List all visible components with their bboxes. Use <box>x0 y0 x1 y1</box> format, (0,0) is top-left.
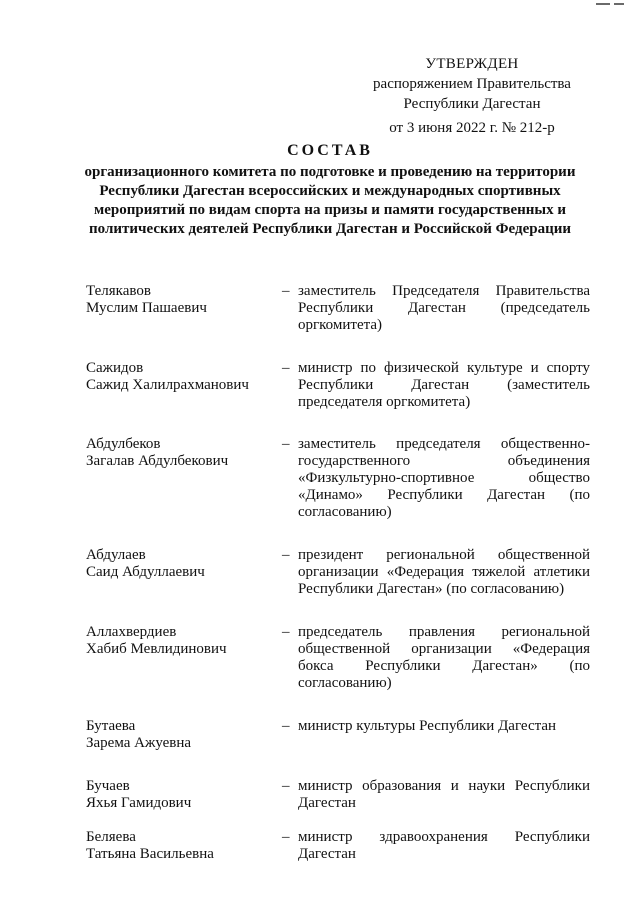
member-given-names: Зарема Ажуевна <box>86 735 192 751</box>
member-given-names: Муслим Пашаевич <box>86 300 207 316</box>
dash: – <box>282 360 290 376</box>
approval-date: от 3 июня 2022 г. № 212-р <box>389 120 555 136</box>
member-name <box>86 547 282 598</box>
member-row <box>86 360 590 411</box>
member-row <box>86 283 590 334</box>
member-given-names: Сажид Халилрахманович <box>86 377 249 393</box>
dash: – <box>282 547 290 563</box>
dash: – <box>282 624 290 640</box>
member-surname: Сажидов <box>86 360 144 376</box>
member-surname: Аллахвердиев <box>86 624 177 640</box>
dash: – <box>282 436 290 452</box>
member-surname: Бутаева <box>86 718 136 734</box>
dash: – <box>282 829 290 845</box>
member-role: заместитель Председателя Правительства Республики Дагестан (председатель оргкомитета) <box>298 283 590 333</box>
member-name <box>86 778 282 812</box>
member-row <box>86 718 590 752</box>
member-name <box>86 718 282 752</box>
document-title <box>60 140 600 239</box>
scan-mark <box>596 0 626 12</box>
dash: – <box>282 283 290 299</box>
member-given-names: Татьяна Васильевна <box>86 846 214 862</box>
member-given-names: Яхья Гамидович <box>86 795 192 811</box>
member-row <box>86 436 590 521</box>
member-role: министр здравоохранения Республики Дагестан <box>298 829 590 862</box>
title-subtitle: организационного комитета по подготовке и проведению на территории Республики Дагестан всероссийских и международных спортивных мероприятий по видам спорта на призы и памяти государственных и политических деятелей Республики Дагестан и Российской Федерации <box>84 164 576 237</box>
member-list <box>86 283 590 863</box>
member-surname: Бучаев <box>86 778 130 794</box>
approval-stamp <box>362 54 582 138</box>
member-role: заместитель председателя общественно-государственного объединения «Физкультурно-спортивное общество «Динамо» Республики Дагестан (по согласованию) <box>298 436 590 520</box>
dash: – <box>282 778 290 794</box>
approval-line-2: Республики Дагестан <box>403 96 541 112</box>
member-role: министр культуры Республики Дагестан <box>298 718 557 734</box>
member-row <box>86 547 590 598</box>
member-role: министр образования и науки Республики Дагестан <box>298 778 590 811</box>
member-name <box>86 283 282 334</box>
member-surname: Телякавов <box>86 283 151 299</box>
member-name <box>86 360 282 411</box>
approval-line-1: распоряжением Правительства <box>373 76 571 92</box>
member-given-names: Хабиб Мевлидинович <box>86 641 227 657</box>
member-name <box>86 829 282 863</box>
member-row <box>86 778 590 812</box>
member-given-names: Загалав Абдулбекович <box>86 453 229 469</box>
member-surname: Абдулбеков <box>86 436 161 452</box>
member-surname: Беляева <box>86 829 136 845</box>
title-heading: СОСТАВ <box>287 142 373 159</box>
member-role: министр по физической культуре и спорту Республики Дагестан (заместитель председателя оргкомитета) <box>298 360 590 410</box>
approval-title: УТВЕРЖДЕН <box>425 56 519 72</box>
dash: – <box>282 718 290 734</box>
member-role: президент региональной общественной организации «Федерация тяжелой атлетики Республики Дагестан» (по согласованию) <box>298 547 590 597</box>
member-row <box>86 829 590 863</box>
member-name <box>86 624 282 692</box>
member-given-names: Саид Абдуллаевич <box>86 564 205 580</box>
member-row <box>86 624 590 692</box>
member-surname: Абдулаев <box>86 547 146 563</box>
member-role: председатель правления региональной общественной организации «Федерация бокса Республики Дагестан» (по согласованию) <box>298 624 590 691</box>
member-name <box>86 436 282 521</box>
